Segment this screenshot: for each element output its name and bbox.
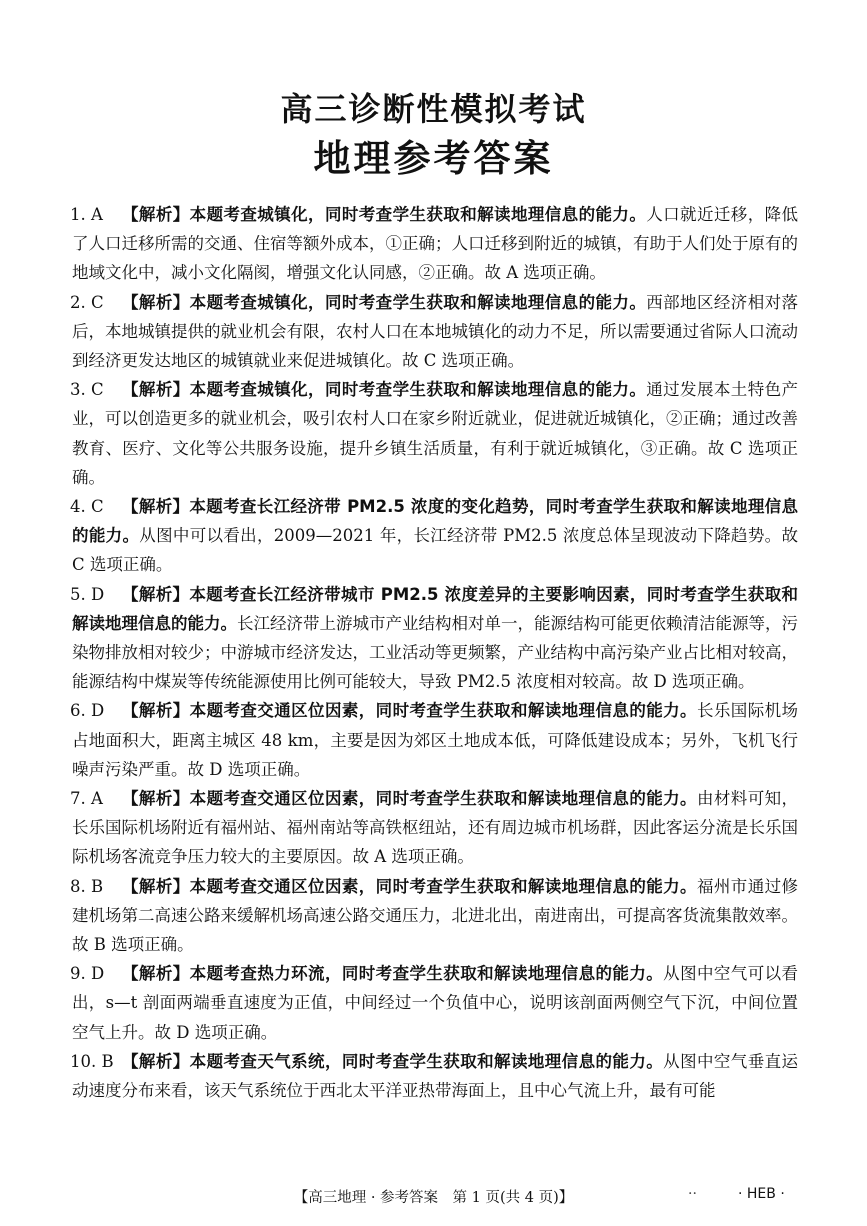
answer-lead: 本题考查天气系统，同时考查学生获取和解读地理信息的能力。	[189, 1051, 664, 1071]
analysis-tag: 【解析】	[122, 964, 190, 984]
footer-code: · HEB ·	[738, 1186, 785, 1202]
answer-item	[72, 1047, 798, 1105]
answer-body	[72, 872, 798, 960]
analysis-tag: 【解析】	[122, 497, 190, 517]
answer-body	[72, 492, 798, 580]
answer-item	[72, 784, 798, 872]
answer-text: 福州市通过修建机场第二高速公路来缓解机场高速公路交通压力，北进北出，南进南出，可提高客货流集散效率。故 B 选项正确。	[72, 876, 799, 955]
analysis-tag: 【解析】	[122, 701, 190, 721]
answer-number: 1. A	[70, 205, 103, 224]
answer-lead: 本题考查城镇化，同时考查学生获取和解读地理信息的能力。	[189, 292, 647, 312]
answer-body	[72, 784, 798, 872]
answer-item	[72, 959, 798, 1047]
answer-item	[72, 696, 798, 784]
answer-text: 从图中空气可以看出，s—t 剖面两端垂直速度为正值，中间经过一个负值中心，说明该剖面两侧空气下沉，中间位置空气上升。故 D 选项正确。	[72, 964, 799, 1042]
answer-list	[72, 200, 798, 1105]
answer-body	[72, 959, 798, 1047]
answer-text: 通过发展本土特色产业，可以创造更多的就业机会，吸引农村人口在家乡附近就业，促进就近城镇化，②正确；通过改善教育、医疗、文化等公共服务设施，提升乡镇生活质量，有利于就近城镇化，③正确。故 C 选项正确。	[72, 380, 799, 487]
analysis-tag: 【解析】	[122, 1051, 190, 1071]
analysis-tag: 【解析】	[122, 380, 190, 400]
answer-text: 长江经济带上游城市产业结构相对单一，能源结构可能更依赖清洁能源等，污染物排放相对较少；中游城市经济发达，工业活动等更频繁，产业结构中高污染产业占比相对较高，能源结构中煤炭等传统能源使用比例可能较大，导致 PM2.5 浓度相对较高。故 D 选项正确。	[72, 613, 798, 692]
answer-text: 长乐国际机场占地面积大，距离主城区 48 km，主要是因为郊区土地成本低，可降低建设成本；另外，飞机飞行噪声污染严重。故 D 选项正确。	[72, 701, 799, 779]
answer-number: 2. C	[70, 292, 104, 312]
answer-body	[72, 580, 798, 697]
page-title: 高三诊断性模拟考试	[280, 90, 587, 128]
answer-lead: 本题考查交通区位因素，同时考查学生获取和解读地理信息的能力。	[189, 876, 697, 896]
answer-body	[72, 1047, 798, 1105]
answer-number: 4. C	[70, 497, 104, 517]
answer-lead: 本题考查城镇化，同时考查学生获取和解读地理信息的能力。	[189, 380, 647, 400]
answer-item	[72, 872, 798, 960]
answer-text: 由材料可知，长乐国际机场附近有福州站、福州南站等高铁枢纽站，还有周边城市机场群，因此客运分流是长乐国际机场客流竞争压力较大的主要原因。故 A 选项正确。	[72, 789, 799, 867]
answer-number: 8. B	[70, 876, 104, 896]
answer-item	[72, 375, 798, 492]
analysis-tag: 【解析】	[122, 584, 190, 604]
answer-body	[72, 375, 798, 492]
answer-lead: 本题考查城镇化，同时考查学生获取和解读地理信息的能力。	[189, 205, 647, 224]
answer-body	[72, 288, 798, 376]
analysis-tag: 【解析】	[122, 205, 190, 224]
answer-item	[72, 200, 798, 288]
answer-number: 6. D	[70, 701, 105, 721]
answer-text: 人口就近迁移，降低了人口迁移所需的交通、住宿等额外成本，①正确；人口迁移到附近的城镇，有助于人们处于原有的地域文化中，减小文化隔阂，增强文化认同感，②正确。故 A 选项正确。	[72, 205, 799, 283]
answer-body	[72, 200, 798, 288]
page-footer: 【高三地理 · 参考答案 第 1 页(共 4 页)】	[293, 1190, 574, 1206]
answer-number: 7. A	[70, 789, 103, 809]
answer-number: 10. B	[70, 1051, 114, 1071]
answer-item	[72, 580, 798, 697]
answer-item	[72, 288, 798, 376]
analysis-tag: 【解析】	[122, 876, 190, 896]
analysis-tag: 【解析】	[122, 292, 190, 312]
analysis-tag: 【解析】	[122, 789, 190, 809]
answer-lead: 本题考查交通区位因素，同时考查学生获取和解读地理信息的能力。	[189, 701, 697, 721]
page-subtitle: 地理参考答案	[313, 137, 554, 180]
answer-text: 从图中可以看出，2009—2021 年，长江经济带 PM2.5 浓度总体呈现波动下降趋势。故 C 选项正确。	[72, 526, 798, 575]
footer-dots: ··	[688, 1186, 697, 1202]
answer-text: 西部地区经济相对落后，本地城镇提供的就业机会有限，农村人口在本地城镇化的动力不足，所以需要通过省际人口流动到经济更发达地区的城镇就业来促进城镇化。故 C 选项正确。	[72, 292, 799, 371]
answer-body	[72, 696, 798, 784]
answer-lead: 本题考查热力环流，同时考查学生获取和解读地理信息的能力。	[189, 964, 664, 984]
answer-lead: 本题考查长江经济带 PM2.5 浓度的变化趋势，同时考查学生获取和解读地理信息的能力。	[72, 497, 799, 546]
answer-lead: 本题考查长江经济带城市 PM2.5 浓度差异的主要影响因素，同时考查学生获取和解读地理信息的能力。	[72, 584, 799, 633]
answer-lead: 本题考查交通区位因素，同时考查学生获取和解读地理信息的能力。	[189, 789, 697, 809]
answer-number: 3. C	[70, 380, 104, 400]
answer-number: 9. D	[70, 964, 105, 984]
answer-text: 从图中空气垂直运动速度分布来看，该天气系统位于西北太平洋亚热带海面上，且中心气流上升，最有可能	[72, 1051, 799, 1101]
answer-item	[72, 492, 798, 580]
answer-number: 5. D	[70, 584, 105, 604]
